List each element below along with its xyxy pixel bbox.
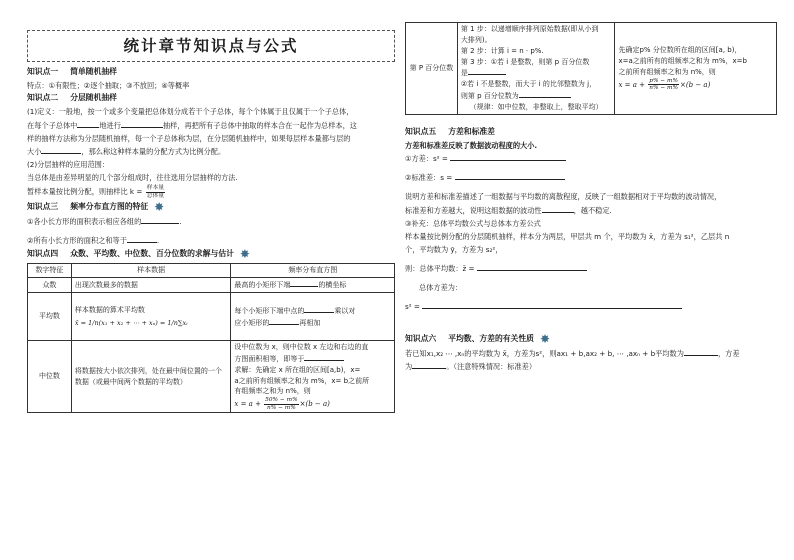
kp2-definition-4: 大小 ，那么称这种样本量的分配方式为比例分配。 — [27, 146, 226, 156]
statistics-table — [27, 263, 395, 413]
kp2-usage-text: 当总体是由差异明显的几个部分组成时，往往选用分层抽样的方法. — [27, 173, 238, 183]
kp5-heading: 知识点五 方差和标准差 — [405, 126, 495, 136]
kp5-desc-1: 说明方差和标准差描述了一组数据与平均数的离散程度，反映了一组数据相对于平均数的波动情况， — [405, 192, 722, 202]
kp2-definition-1: (1)定义：一般地，按一个或多个变量把总体划分成若干个子总体，每个个体属于且仅属于一个子总体， — [27, 107, 354, 117]
kp4-heading: 知识点四 众数、平均数、中位数、百分位数的求解与估计 ✸ — [27, 247, 250, 262]
kp5-layered-2: 个，平均数为 ȳ，方差为 s₂²， — [405, 244, 503, 254]
kp1-heading: 知识点一 简单随机抽样 — [27, 67, 117, 76]
kp1-features: 特点：①有限性；②逐个抽取；③不放回；④等概率 — [27, 81, 190, 91]
table-header-row: 数字特征 样本数据 频率分布直方图 — [28, 264, 395, 278]
total-mean-line: 则：总体平均数：z̄ = — [405, 263, 777, 274]
kp5-layered-1: 样本量按比例分配的分层随机抽样，样本分为两层，甲层共 m 个，平均数为 x̄，方差为 s₁²，乙层共 n — [405, 231, 730, 241]
title-box — [27, 30, 395, 62]
page-title: 统计章节知识点与公式 — [123, 35, 299, 55]
right-column — [405, 22, 777, 498]
kp2-usage-heading: (2)分层抽样的应用范围： — [27, 160, 110, 170]
percentile-formula: x = a + $\frac{p\% - m\%}{n\% - m\%}$ ×(b − a) — [618, 77, 711, 92]
kp5-desc-2: 标准差和方差越大，说明这组数据的波动性 ，越不稳定. — [405, 205, 612, 215]
star-icon: ✸ — [239, 247, 250, 262]
median-formula: x = a + $\frac{50\% - m\%}{n\% - m\%}$ ×(b − a) — [234, 397, 330, 411]
kp6-line-1: 若已知x₁,x₂ ⋯ ,xₙ的平均数为 x̄，方差为s²，则ax₁ + b,ax₂ + b, ⋯ ,axₙ + b平均数为 ，方差 — [405, 348, 740, 358]
kp2-definition-2: 在每个子总体中 地进行 抽样，再把所有子总体中抽取的样本合在一起作为总样本，这 — [27, 120, 357, 130]
kp3-line-1: ①各小长方形的面积表示相应各组的 . — [27, 217, 182, 227]
ratio-fraction: $\frac{\text{样本量}}{\text{总体量}}$ — [146, 185, 165, 199]
percentile-table — [405, 22, 777, 115]
kp6-line-2: 为 。（注意特殊情况：标准差） — [405, 361, 537, 371]
table-row-median: 中位数 将数据按大小依次排列，处在最中间位置的一个数据（或最中间两个数据的平均数） 设中位数为 x，则中位数 x 左边和右边的直 方图面积相等，即等于 求解：先确定 x 所在组的区间[a,b)，x= a之前所有组频率之和为 m%，x= b之前所 有组频率之和为 n%，则 x = a + $\frac{50\% - m\%}{n\% - m\%}$ ×(b − a) — [28, 341, 395, 413]
kp5-supplement: ③补充：总体平均数公式与总体本方差公式 — [405, 218, 541, 228]
star-icon: ✸ — [154, 200, 165, 215]
table-row-mode: 众数 出现次数最多的数据 最高的小矩形下端 的横坐标 — [28, 278, 395, 293]
variance-line: ①方差：s² = — [405, 153, 777, 164]
left-column — [27, 30, 395, 540]
table-row-percentile: 第 P 百分位数 第 1 步：以递增顺序排列原始数据(即从小到 大排列)。 第 2 步：计算 i = n · p%. 第 3 步：①若 i 是整数，则第 p 百分位数 是 ②若 i 不是整数，而大于 i 的比邻整数为 j， 则第 p 百分位数为 （规律：如中位数，非整取上，整取平均） 先确定p% 分位数所在组的区间[a, b)， x=a之前所有的组频率之和为 m%，x=b 之前所有组频率之和为 n%，则 x = a + $\frac{p\% - m\%}{n\% - m\%}$ ×(b − a) — [406, 23, 777, 115]
sd-line: ②标准差：s = — [405, 172, 777, 183]
total-variance-line: s² = — [405, 301, 777, 312]
kp3-heading: 知识点三 频率分布直方图的特征 ✸ — [27, 200, 165, 215]
star-icon: ✸ — [539, 331, 551, 346]
mean-formula: x̄ = 1/n(x₁ + x₂ + ⋯ + xₙ) = 1/n∑xᵢ — [74, 318, 188, 327]
kp2-definition-3: 样的抽样方法称为分层随机抽样，每一个子总体称为层，在分层随机抽样中，如果每层样本量都与层的 — [27, 133, 351, 143]
kp6-heading: 知识点六 平均数、方差的有关性质 ✸ — [405, 331, 551, 346]
kp2-ratio: 暂样本量按比例分配，则抽样比 k = $\frac{\text{样本量}}{\text{总体量}}$ — [27, 185, 165, 199]
kp2-heading: 知识点二 分层随机抽样 — [27, 93, 117, 103]
kp3-line-2: ②所有小长方形的面积之和等于 . — [27, 236, 160, 246]
table-row-mean: 平均数 样本数据的算术平均数 x̄ = 1/n(x₁ + x₂ + ⋯ + xₙ) = 1/n∑xᵢ 每个小矩形下端中点的 乘以对 应小矩形的 再相加 — [28, 293, 395, 341]
kp5-intro: 方差和标准差反映了数据波动程度的大小. — [405, 140, 538, 150]
total-variance-heading: 总体方差为： — [419, 283, 463, 293]
